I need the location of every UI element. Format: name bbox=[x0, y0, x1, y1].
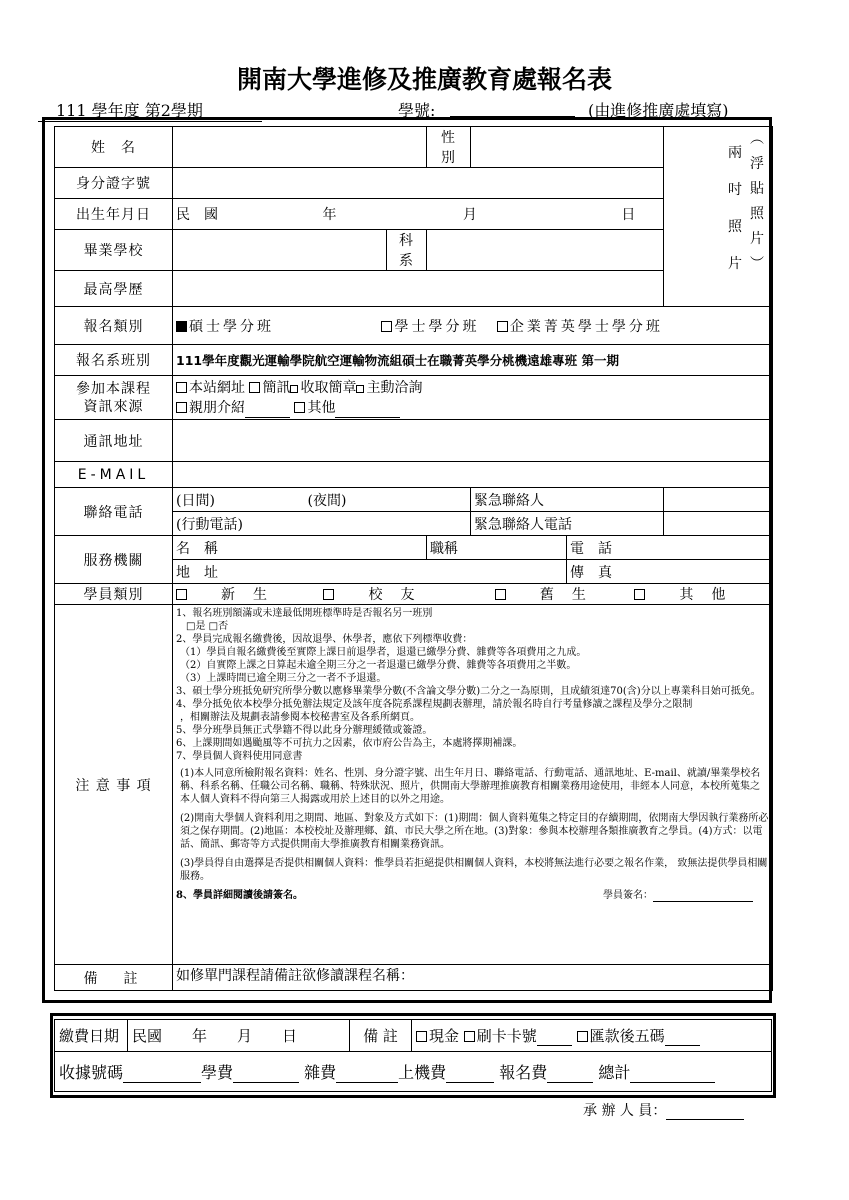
source-brochure-checkbox[interactable] bbox=[290, 385, 298, 393]
source-brochure-label: 收取簡章 bbox=[300, 379, 357, 396]
fee-cash-label: 現金 bbox=[429, 1027, 460, 1045]
dept-label: 科 系 bbox=[387, 230, 427, 271]
computer-line[interactable] bbox=[446, 1070, 494, 1083]
application-table bbox=[54, 126, 773, 991]
source-referral-checkbox[interactable] bbox=[176, 402, 187, 413]
remark-field[interactable]: 如修單門課程請備註欲修讀課程名稱： bbox=[173, 965, 773, 991]
reg-line[interactable] bbox=[547, 1070, 593, 1083]
source-inquiry-label: 主動洽詢 bbox=[366, 379, 423, 396]
emergency-contact-field[interactable] bbox=[664, 488, 773, 512]
fee-wire-checkbox[interactable] bbox=[577, 1031, 588, 1042]
source-referral-line[interactable] bbox=[245, 405, 290, 418]
type-label: 學員類別 bbox=[55, 584, 173, 605]
reg-label: 報名費 bbox=[499, 1063, 548, 1082]
source-other-line[interactable] bbox=[335, 405, 400, 418]
total-line[interactable] bbox=[630, 1070, 715, 1083]
school-label: 畢業學校 bbox=[55, 230, 173, 271]
fee-wire-line[interactable] bbox=[665, 1033, 700, 1046]
type-other-label: 其 他 bbox=[679, 587, 728, 603]
address-field[interactable] bbox=[173, 420, 773, 462]
source-sms-checkbox[interactable] bbox=[249, 382, 260, 393]
birth-roc: 民 國 bbox=[176, 207, 218, 223]
edu-field[interactable] bbox=[173, 271, 664, 307]
birth-field[interactable] bbox=[173, 199, 664, 230]
category-bachelor-label: 學士學分班 bbox=[394, 318, 480, 335]
source-sms-label: 簡訊 bbox=[262, 379, 291, 396]
gender-field[interactable] bbox=[471, 127, 664, 168]
school-year-label: 學年度 bbox=[91, 101, 140, 120]
photo-size-text: 兩 吋 照 片 bbox=[728, 145, 743, 272]
dept-field[interactable] bbox=[427, 230, 664, 271]
office-note: (由進修推廣處填寫) bbox=[588, 101, 729, 120]
program-value: 111學年度觀光運輸學院航空運輸物流組碩士在職菁英學分桃機遠雄專班 第一期 bbox=[173, 345, 773, 376]
edu-label: 最高學歷 bbox=[55, 271, 173, 307]
org-name[interactable]: 名 稱 bbox=[173, 536, 427, 560]
name-label: 姓 名 bbox=[55, 127, 173, 168]
org-title[interactable]: 職稱 bbox=[427, 536, 567, 560]
emergency-phone-field[interactable] bbox=[664, 512, 773, 536]
remark-label: 備 註 bbox=[55, 965, 173, 991]
category-elite-checkbox[interactable] bbox=[497, 321, 508, 332]
tuition-line[interactable] bbox=[233, 1070, 299, 1083]
student-no-label: 學號: bbox=[398, 101, 436, 120]
fee-wire-label: 匯款後五碼 bbox=[589, 1027, 665, 1045]
source-inquiry-checkbox[interactable] bbox=[356, 385, 364, 393]
id-field[interactable] bbox=[173, 168, 664, 199]
org-label: 服務機關 bbox=[55, 536, 173, 584]
misc-label: 雜費 bbox=[304, 1063, 337, 1082]
category-bachelor-checkbox[interactable] bbox=[381, 321, 392, 332]
phone-mobile[interactable]: (行動電話) bbox=[173, 512, 471, 536]
birth-month: 月 bbox=[462, 207, 477, 223]
school-field[interactable] bbox=[173, 230, 387, 271]
fee-remark-label: 備 註 bbox=[350, 1020, 412, 1052]
fee-table bbox=[54, 1019, 772, 1092]
name-field[interactable] bbox=[173, 127, 427, 168]
fee-date-label: 繳費日期 bbox=[55, 1020, 128, 1052]
fee-card-checkbox[interactable] bbox=[464, 1031, 475, 1042]
notes-content: 1、報名班別額滿或未達最低開班標準時是否報名另一班別 □是 □否 2、學員完成報名繳費後，因故退學、休學者，應依下列標準收費： （1）學員自報名繳費後至實際上課日前退學者，退還已繳學分費、雜費等各項費用之九成。 （2）自實際上課之日算起未逾全期三分之一者退還已繳學分費、雜費等各項費用之半數。 （3）上課時間已逾全期三分之一者不予退還。 3、碩士學分班抵免研究所學分數以應修畢業學分數(不含論文學分數)二分之一為原則，且成績須達70(含)分以上專業科目始可抵免。 4、學分抵免依本校學分抵免辦法規定及該年度各院系課程規劃表辦理，請於報名時自行考量修讀之課程及學分之限制 ，相關辦法及規劃表請參閱本校秘書室及各系所網頁。 5、學分班學員無正式學籍不得以此身分辦理緩徵或簽證。 6、上課期間如遇颱風等不可抗力之因素，依市府公告為主，本處將擇期補課。 7、學員個人資料使用同意書 (1)本人同意所檢附報名資料：姓名、性別、身分證字號、出生年月日、聯絡電話、行動電話、通訊地址、E-mail、就讀/畢業學校名稱、科系名稱、任職公司名稱、職稱、特殊狀況、照片，供開南大學辦理推廣教育相關業務用途使用，非經本人同意，本校所蒐集之本人個人資料不得向第三人揭露或用於上述目的以外之用途。 (2)開南大學個人資料利用之期間、地區、對象及方式如下：(1)期間：個人資料蒐集之特定目的存續期間，依開南大學因執行業務所必須之保存期間。(2)地區：本校校址及辦理鄉、鎮、市民大學之所在地。(3)對象：參與本校辦理各類推廣教育之學員。(4)方式：以電話、簡訊、郵寄等方式提供開南大學推廣教育相關業務資訊。 (3)學員得自由選擇是否提供相關個人資料：惟學員若拒絕提供相關個人資料，本校將無法進行必要之報名作業， 致無法提供學員相關服務。 8、學員詳細閱讀後請簽名。 學員簽名： bbox=[173, 605, 773, 965]
source-web-checkbox[interactable] bbox=[176, 382, 187, 393]
receipt-line[interactable] bbox=[123, 1070, 201, 1083]
computer-label: 上機費 bbox=[398, 1063, 447, 1082]
handler-sign: 承 辦 人 員： bbox=[583, 1100, 744, 1120]
birth-year: 年 bbox=[322, 207, 337, 223]
email-label: E-MAIL bbox=[55, 462, 173, 488]
fee-cash-checkbox[interactable] bbox=[416, 1031, 427, 1042]
fee-card-line[interactable] bbox=[537, 1033, 572, 1046]
org-address[interactable]: 地 址 bbox=[173, 560, 567, 584]
category-master-label: 碩士學分班 bbox=[189, 318, 274, 335]
phone-label: 聯絡電話 bbox=[55, 488, 173, 536]
handler-line[interactable] bbox=[666, 1107, 744, 1120]
email-field[interactable] bbox=[173, 462, 773, 488]
source-other-checkbox[interactable] bbox=[294, 402, 305, 413]
type-returning-checkbox[interactable] bbox=[495, 589, 506, 600]
phone-day[interactable]: (日間) bbox=[173, 488, 305, 512]
type-other-checkbox[interactable] bbox=[634, 589, 645, 600]
student-signature-line[interactable] bbox=[653, 891, 753, 902]
org-fax[interactable]: 傳 真 bbox=[567, 560, 773, 584]
category-label: 報名類別 bbox=[55, 307, 173, 345]
emergency-phone-label: 緊急聯絡人電話 bbox=[471, 512, 664, 536]
term: 第2學期 bbox=[144, 101, 203, 120]
type-returning-label: 舊 生 bbox=[539, 587, 588, 603]
source-web-label: 本站網址 bbox=[189, 379, 245, 396]
fee-date-field[interactable]: 民國 年 月 日 bbox=[128, 1020, 350, 1052]
form-title: 開南大學進修及推廣教育處報名表 bbox=[236, 65, 612, 94]
type-alumni-checkbox[interactable] bbox=[323, 589, 334, 600]
notes-label: 注 意 事 項 bbox=[55, 605, 173, 965]
org-tel[interactable]: 電 話 bbox=[567, 536, 773, 560]
school-year: 111 bbox=[56, 101, 87, 120]
photo-paste-text: ︵ 浮 貼 照 片 ︶ bbox=[750, 131, 765, 272]
address-label: 通訊地址 bbox=[55, 420, 173, 462]
receipt-label: 收據號碼 bbox=[59, 1063, 124, 1082]
tuition-label: 學費 bbox=[201, 1063, 234, 1082]
gender-label: 性 別 bbox=[427, 127, 471, 168]
birth-label: 出生年月日 bbox=[55, 199, 173, 230]
type-alumni-label: 校 友 bbox=[368, 587, 417, 603]
fee-card-label: 刷卡卡號 bbox=[476, 1027, 537, 1045]
source-other-label: 其他 bbox=[307, 399, 336, 416]
source-referral-label: 親朋介紹 bbox=[189, 399, 245, 416]
type-new-label: 新 生 bbox=[221, 587, 269, 603]
id-label: 身分證字號 bbox=[55, 168, 173, 199]
misc-line[interactable] bbox=[336, 1070, 398, 1083]
type-new-checkbox[interactable] bbox=[176, 589, 187, 600]
phone-night[interactable]: (夜間) bbox=[305, 488, 471, 512]
source-label: 參加本課程 資訊來源 bbox=[55, 376, 173, 420]
photo-box[interactable] bbox=[664, 127, 773, 307]
program-label: 報名系班別 bbox=[55, 345, 173, 376]
birth-day: 日 bbox=[621, 207, 636, 223]
category-elite-label: 企業菁英學士學分班 bbox=[509, 318, 663, 335]
category-master-checkbox[interactable] bbox=[176, 321, 187, 332]
emergency-contact-label: 緊急聯絡人 bbox=[471, 488, 664, 512]
total-label: 總計 bbox=[598, 1063, 631, 1082]
